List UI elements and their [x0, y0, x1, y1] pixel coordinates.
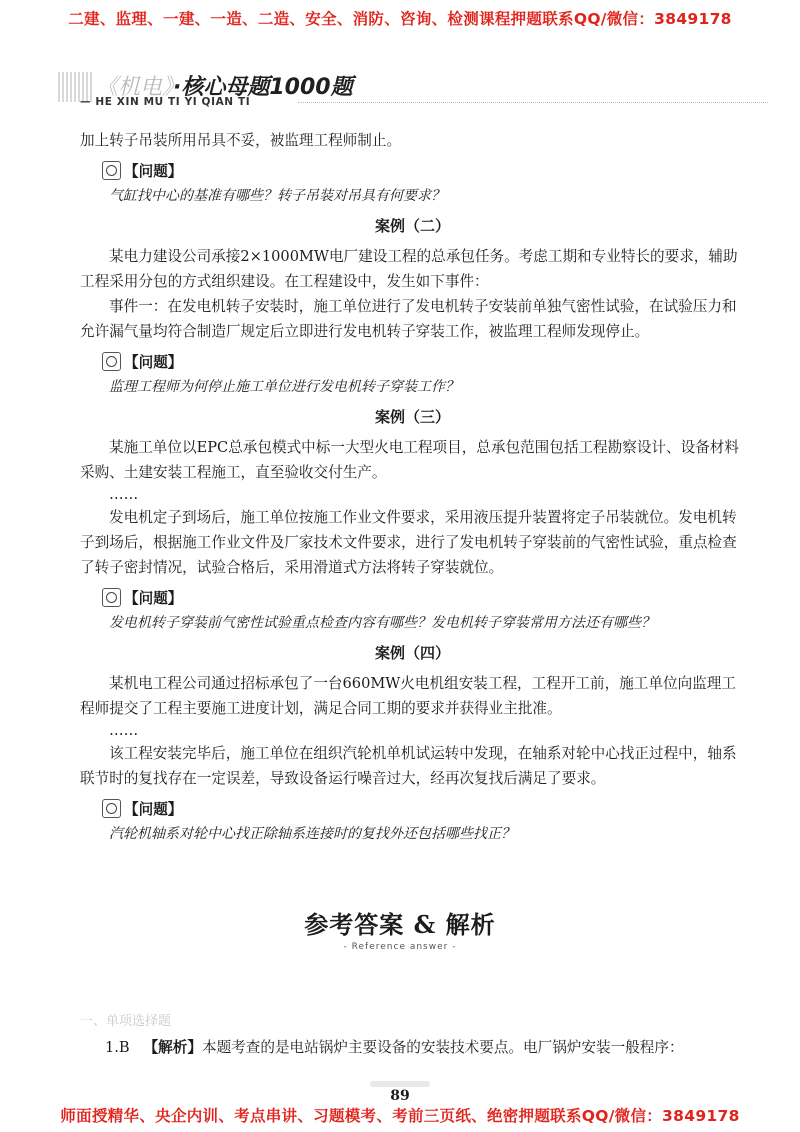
header-subtitle: — HE XIN MU TI YI QIAN TI — [80, 96, 251, 108]
ellipsis: …… — [109, 722, 139, 739]
answer-tag: 【解析】 — [143, 1039, 202, 1056]
case-3-paragraph-2: 发电机定子到场后，施工单位按施工作业文件要求，采用液压提升装置将定子吊装就位。发电机转子到场后，根据施工作业文件及厂家技术文件要求，进行了发电机转子穿装前的气密性试验，重点检查了转子密封情况，试验合格后，采用滑道式方法将转子穿装就位。 — [80, 509, 737, 576]
question-heading — [102, 160, 745, 181]
case-4-paragraph-1: 某机电工程公司通过招标承包了一台660MW火电机组安装工程，工程开工前，施工单位向监理工程师提交了工程主要施工进度计划，满足合同工期的要求并获得业主批准。 — [80, 675, 736, 717]
case-2-title: 案例（二） — [374, 217, 450, 235]
page-header — [58, 68, 758, 116]
question-1: 气缸找中心的基准有哪些？转子吊装对吊具有何要求？ — [109, 188, 445, 204]
intro-line: 加上转子吊装所用吊具不妥，被监理工程师制止。 — [80, 132, 402, 149]
question-icon — [102, 352, 121, 371]
answer-line-1 — [105, 1036, 684, 1057]
header-title-prefix: 《机电》 — [96, 75, 174, 100]
page-content — [80, 128, 745, 852]
page-number: 89 — [390, 1088, 410, 1104]
question-2: 监理工程师为何停止施工单位进行发电机转子穿装工作？ — [109, 379, 459, 395]
question-icon — [102, 161, 121, 180]
question-heading — [102, 351, 745, 372]
case-4-paragraph-2: 该工程安装完毕后，施工单位在组织汽轮机单机试运转中发现，在轴系对轮中心找正过程中，轴系联节时的复找存在一定误差，导致设备运行噪音过大，经再次复找后满足了要求。 — [80, 745, 737, 787]
page-number-tab — [370, 1081, 430, 1087]
bottom-banner: 师面授精华、央企内训、考点串讲、习题模考、考前三页纸、绝密押题联系QQ/微信：3849178 — [60, 1107, 740, 1125]
answer-heading — [0, 905, 800, 952]
question-icon — [102, 799, 121, 818]
header-rule — [298, 102, 768, 104]
answer-title: 参考答案 & 解析 — [304, 910, 496, 939]
top-banner: 二建、监理、一建、一造、二造、安全、消防、咨询、检测课程押题联系QQ/微信：3849178 — [68, 10, 732, 28]
answer-subtitle: - Reference answer - — [343, 942, 457, 952]
question-label: 【问题】 — [124, 590, 183, 607]
case-2-paragraph-1: 某电力建设公司承接2×1000MW电厂建设工程的总承包任务。考虑工期和专业特长的要求，辅助工程采用分包的方式组织建设。在工程建设中，发生如下事件： — [80, 248, 738, 290]
header-title-main: ·核心母题1000题 — [173, 75, 353, 100]
question-heading — [102, 587, 745, 608]
case-3-paragraph-1: 某施工单位以EPC总承包模式中标一大型火电工程项目，总承包范围包括工程勘察设计、设备材料采购、土建安装工程施工，直至验收交付生产。 — [80, 439, 739, 481]
answer-text: 本题考查的是电站锅炉主要设备的安装技术要点。电厂锅炉安装一般程序： — [201, 1039, 684, 1056]
question-label: 【问题】 — [124, 354, 183, 371]
case-2-paragraph-2: 事件一：在发电机转子安装时，施工单位进行了发电机转子安装前单独气密性试验，在试验压力和允许漏气量均符合制造厂规定后立即进行发电机转子穿装工作，被监理工程师发现停止。 — [80, 298, 737, 340]
question-3: 发电机转子穿装前气密性试验重点检查内容有哪些？发电机转子穿装常用方法还有哪些？ — [109, 615, 655, 631]
case-3-title: 案例（三） — [374, 408, 450, 426]
section-heading: 一、单项选择题 — [80, 1014, 172, 1029]
question-label: 【问题】 — [124, 801, 183, 818]
question-label: 【问题】 — [124, 163, 183, 180]
question-icon — [102, 588, 121, 607]
answer-number: 1.B — [105, 1039, 130, 1056]
case-4-title: 案例（四） — [374, 644, 450, 662]
question-4: 汽轮机轴系对轮中心找正除轴系连接时的复找外还包括哪些找正？ — [109, 826, 515, 842]
ellipsis: …… — [109, 486, 139, 503]
question-heading — [102, 798, 745, 819]
